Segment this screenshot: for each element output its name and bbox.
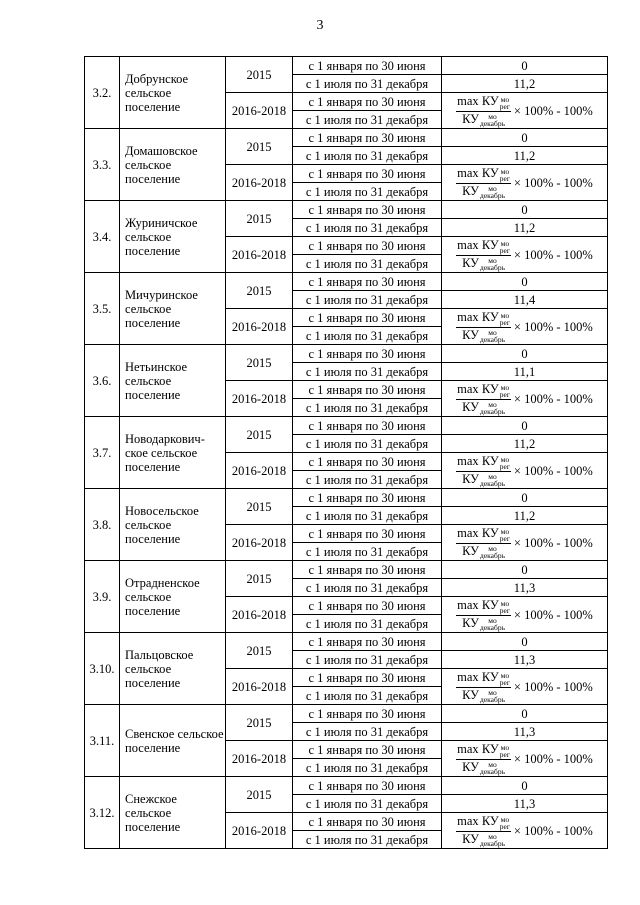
formula-sup: мо: [500, 742, 510, 752]
period-cell: с 1 июля по 31 декабря: [293, 291, 442, 309]
tariff-formula: [456, 527, 593, 558]
value-cell: 11,1: [442, 363, 608, 381]
formula-tail: × 100% - 100%: [513, 104, 593, 118]
formula-tail: × 100% - 100%: [513, 608, 593, 622]
tariff-formula: [456, 815, 593, 846]
formula-sup: мо: [500, 166, 510, 176]
settlement-name: Отрадненское сельское поселение: [120, 561, 226, 633]
formula-sup: мо: [500, 382, 510, 392]
formula-numerator: [456, 527, 511, 543]
year-cell: 2015: [226, 273, 293, 309]
formula-numerator: [456, 599, 511, 615]
formula-max: max: [457, 670, 479, 685]
table-row: [85, 57, 608, 75]
formula-sub: декабрь: [480, 766, 505, 776]
formula-sub: рег: [499, 533, 510, 543]
tariff-table: [84, 56, 608, 849]
period-cell: с 1 июля по 31 декабря: [293, 579, 442, 597]
period-cell: с 1 июля по 31 декабря: [293, 147, 442, 165]
formula-cell: [442, 309, 608, 345]
formula-denominator: [462, 832, 505, 847]
formula-sub: декабрь: [480, 478, 505, 488]
formula-index: [500, 96, 510, 110]
formula-max: max: [457, 526, 479, 541]
period-cell: с 1 января по 30 июня: [293, 561, 442, 579]
formula-denominator: [462, 616, 505, 631]
formula-index: [500, 384, 510, 398]
formula-tail: × 100% - 100%: [513, 680, 593, 694]
formula-ku: КУ: [462, 399, 479, 414]
period-cell: с 1 января по 30 июня: [293, 489, 442, 507]
value-cell: 0: [442, 273, 608, 291]
table-row: [85, 561, 608, 579]
period-cell: с 1 января по 30 июня: [293, 777, 442, 795]
value-cell: 0: [442, 129, 608, 147]
formula-index: [480, 833, 505, 847]
formula-fraction: [456, 383, 511, 414]
table-row: [85, 777, 608, 795]
formula-sup: мо: [488, 687, 497, 697]
formula-tail: × 100% - 100%: [513, 248, 593, 262]
period-cell: с 1 июля по 31 декабря: [293, 723, 442, 741]
table-row: [85, 417, 608, 435]
formula-denominator: [462, 544, 505, 559]
year-cell: 2016-2018: [226, 597, 293, 633]
year-cell: 2016-2018: [226, 165, 293, 201]
formula-tail: × 100% - 100%: [513, 824, 593, 838]
year-cell: 2016-2018: [226, 669, 293, 705]
tariff-formula: [456, 311, 593, 342]
formula-sup: мо: [488, 471, 497, 481]
tariff-formula: [456, 455, 593, 486]
formula-ku: КУ: [462, 255, 479, 270]
year-cell: 2016-2018: [226, 453, 293, 489]
settlement-name: Новодаркович-ское сельское поселение: [120, 417, 226, 489]
period-cell: с 1 июля по 31 декабря: [293, 327, 442, 345]
settlement-name: Снежское сельское поселение: [120, 777, 226, 849]
page-number: 3: [316, 18, 324, 33]
formula-sup: мо: [488, 399, 497, 409]
formula-tail: × 100% - 100%: [513, 176, 593, 190]
tariff-formula: [456, 671, 593, 702]
value-cell: 11,4: [442, 291, 608, 309]
period-cell: с 1 января по 30 июня: [293, 417, 442, 435]
formula-ku: КУ: [462, 543, 479, 558]
period-cell: с 1 июля по 31 декабря: [293, 363, 442, 381]
formula-sub: рег: [499, 821, 510, 831]
tariff-formula: [456, 383, 593, 414]
formula-cell: [442, 381, 608, 417]
settlement-name: Пальцовское сельское поселение: [120, 633, 226, 705]
formula-ku: КУ: [481, 310, 499, 325]
year-cell: 2016-2018: [226, 741, 293, 777]
formula-sup: мо: [488, 327, 497, 337]
formula-index: [480, 401, 505, 415]
formula-sup: мо: [488, 255, 497, 265]
period-cell: с 1 января по 30 июня: [293, 597, 442, 615]
period-cell: с 1 июля по 31 декабря: [293, 831, 442, 849]
period-cell: с 1 июля по 31 декабря: [293, 687, 442, 705]
period-cell: с 1 июля по 31 декабря: [293, 255, 442, 273]
period-cell: с 1 января по 30 июня: [293, 309, 442, 327]
row-number: 3.10.: [85, 633, 120, 705]
year-cell: 2015: [226, 489, 293, 525]
formula-cell: [442, 237, 608, 273]
formula-ku: КУ: [481, 598, 499, 613]
formula-index: [500, 528, 510, 542]
settlement-name: Журиничское сельское поселение: [120, 201, 226, 273]
formula-denominator: [462, 688, 505, 703]
formula-max: max: [457, 814, 479, 829]
tariff-formula: [456, 167, 593, 198]
formula-sub: декабрь: [480, 334, 505, 344]
period-cell: с 1 июля по 31 декабря: [293, 219, 442, 237]
year-cell: 2015: [226, 705, 293, 741]
formula-sup: мо: [500, 94, 510, 104]
formula-numerator: [456, 743, 511, 759]
year-cell: 2015: [226, 129, 293, 165]
formula-sup: мо: [488, 615, 497, 625]
row-number: 3.5.: [85, 273, 120, 345]
formula-sub: рег: [499, 173, 510, 183]
formula-cell: [442, 741, 608, 777]
formula-sub: рег: [499, 101, 510, 111]
period-cell: с 1 июля по 31 декабря: [293, 183, 442, 201]
formula-sup: мо: [488, 183, 497, 193]
formula-ku: КУ: [481, 94, 499, 109]
year-cell: 2015: [226, 777, 293, 813]
value-cell: 0: [442, 561, 608, 579]
tariff-formula: [456, 95, 593, 126]
formula-denominator: [462, 400, 505, 415]
formula-sub: декабрь: [480, 622, 505, 632]
period-cell: с 1 января по 30 июня: [293, 129, 442, 147]
period-cell: с 1 января по 30 июня: [293, 57, 442, 75]
value-cell: 0: [442, 489, 608, 507]
formula-sup: мо: [500, 238, 510, 248]
formula-ku: КУ: [462, 687, 479, 702]
period-cell: с 1 января по 30 июня: [293, 813, 442, 831]
formula-ku: КУ: [481, 526, 499, 541]
period-cell: с 1 января по 30 июня: [293, 345, 442, 363]
formula-denominator: [462, 472, 505, 487]
formula-sup: мо: [500, 598, 510, 608]
row-number: 3.2.: [85, 57, 120, 129]
formula-numerator: [456, 383, 511, 399]
formula-ku: КУ: [462, 471, 479, 486]
formula-numerator: [456, 239, 511, 255]
year-cell: 2016-2018: [226, 381, 293, 417]
formula-denominator: [462, 184, 505, 199]
table-row: [85, 489, 608, 507]
row-number: 3.3.: [85, 129, 120, 201]
formula-sub: рег: [499, 245, 510, 255]
formula-cell: [442, 93, 608, 129]
formula-cell: [442, 597, 608, 633]
formula-denominator: [462, 328, 505, 343]
formula-sub: декабрь: [480, 838, 505, 848]
table-row: [85, 201, 608, 219]
value-cell: 11,3: [442, 579, 608, 597]
year-cell: 2016-2018: [226, 813, 293, 849]
formula-index: [500, 456, 510, 470]
formula-index: [480, 689, 505, 703]
formula-ku: КУ: [481, 382, 499, 397]
formula-fraction: [456, 815, 511, 846]
row-number: 3.9.: [85, 561, 120, 633]
formula-index: [480, 473, 505, 487]
formula-fraction: [456, 95, 511, 126]
formula-sub: рег: [499, 749, 510, 759]
row-number: 3.12.: [85, 777, 120, 849]
formula-sub: рег: [499, 389, 510, 399]
formula-ku: КУ: [462, 183, 479, 198]
period-cell: с 1 января по 30 июня: [293, 273, 442, 291]
period-cell: с 1 января по 30 июня: [293, 453, 442, 471]
formula-sub: декабрь: [480, 262, 505, 272]
year-cell: 2015: [226, 633, 293, 669]
year-cell: 2015: [226, 57, 293, 93]
value-cell: 11,2: [442, 75, 608, 93]
formula-cell: [442, 669, 608, 705]
formula-ku: КУ: [462, 327, 479, 342]
value-cell: 11,2: [442, 435, 608, 453]
formula-index: [480, 545, 505, 559]
period-cell: с 1 января по 30 июня: [293, 381, 442, 399]
settlement-name: Свенское сельское поселение: [120, 705, 226, 777]
formula-ku: КУ: [462, 759, 479, 774]
period-cell: с 1 июля по 31 декабря: [293, 435, 442, 453]
formula-sub: декабрь: [480, 550, 505, 560]
formula-index: [480, 617, 505, 631]
formula-max: max: [457, 382, 479, 397]
formula-sup: мо: [500, 310, 510, 320]
row-number: 3.4.: [85, 201, 120, 273]
period-cell: с 1 июля по 31 декабря: [293, 615, 442, 633]
formula-sub: декабрь: [480, 118, 505, 128]
formula-fraction: [456, 599, 511, 630]
value-cell: 0: [442, 57, 608, 75]
formula-numerator: [456, 455, 511, 471]
formula-index: [480, 113, 505, 127]
formula-numerator: [456, 671, 511, 687]
period-cell: с 1 января по 30 июня: [293, 93, 442, 111]
formula-numerator: [456, 167, 511, 183]
formula-sup: мо: [488, 759, 497, 769]
year-cell: 2015: [226, 201, 293, 237]
formula-sup: мо: [488, 111, 497, 121]
formula-sup: мо: [500, 814, 510, 824]
formula-sup: мо: [488, 831, 497, 841]
formula-sub: рег: [499, 317, 510, 327]
tariff-formula: [456, 599, 593, 630]
formula-tail: × 100% - 100%: [513, 320, 593, 334]
formula-numerator: [456, 311, 511, 327]
year-cell: 2016-2018: [226, 93, 293, 129]
period-cell: с 1 января по 30 июня: [293, 669, 442, 687]
value-cell: 0: [442, 705, 608, 723]
value-cell: 0: [442, 345, 608, 363]
formula-max: max: [457, 238, 479, 253]
formula-sub: декабрь: [480, 694, 505, 704]
settlement-name: Нетьинское сельское поселение: [120, 345, 226, 417]
formula-denominator: [462, 760, 505, 775]
formula-cell: [442, 165, 608, 201]
formula-ku: КУ: [462, 111, 479, 126]
formula-index: [500, 672, 510, 686]
table-row: [85, 345, 608, 363]
formula-max: max: [457, 454, 479, 469]
tariff-formula: [456, 743, 593, 774]
formula-ku: КУ: [481, 454, 499, 469]
formula-index: [480, 329, 505, 343]
year-cell: 2015: [226, 561, 293, 597]
period-cell: с 1 января по 30 июня: [293, 201, 442, 219]
formula-index: [500, 816, 510, 830]
year-cell: 2016-2018: [226, 309, 293, 345]
formula-index: [480, 257, 505, 271]
formula-fraction: [456, 743, 511, 774]
formula-cell: [442, 813, 608, 849]
period-cell: с 1 января по 30 июня: [293, 165, 442, 183]
value-cell: 0: [442, 417, 608, 435]
formula-fraction: [456, 239, 511, 270]
formula-fraction: [456, 527, 511, 558]
year-cell: 2015: [226, 345, 293, 381]
formula-cell: [442, 453, 608, 489]
formula-numerator: [456, 815, 511, 831]
formula-sub: рег: [499, 605, 510, 615]
formula-tail: × 100% - 100%: [513, 752, 593, 766]
period-cell: с 1 июля по 31 декабря: [293, 111, 442, 129]
year-cell: 2016-2018: [226, 237, 293, 273]
formula-fraction: [456, 167, 511, 198]
formula-sup: мо: [500, 526, 510, 536]
formula-sub: декабрь: [480, 406, 505, 416]
formula-max: max: [457, 310, 479, 325]
settlement-name: Добрунское сельское поселение: [120, 57, 226, 129]
formula-fraction: [456, 671, 511, 702]
formula-numerator: [456, 95, 511, 111]
period-cell: с 1 января по 30 июня: [293, 525, 442, 543]
period-cell: с 1 июля по 31 декабря: [293, 759, 442, 777]
formula-ku: КУ: [462, 615, 479, 630]
formula-sub: рег: [499, 461, 510, 471]
row-number: 3.7.: [85, 417, 120, 489]
row-number: 3.8.: [85, 489, 120, 561]
formula-ku: КУ: [481, 238, 499, 253]
table-row: [85, 705, 608, 723]
table-body: [85, 57, 608, 849]
table-row: [85, 633, 608, 651]
formula-tail: × 100% - 100%: [513, 536, 593, 550]
formula-ku: КУ: [481, 166, 499, 181]
period-cell: с 1 июля по 31 декабря: [293, 651, 442, 669]
formula-ku: КУ: [481, 742, 499, 757]
value-cell: 11,2: [442, 507, 608, 525]
formula-fraction: [456, 455, 511, 486]
formula-index: [500, 312, 510, 326]
formula-max: max: [457, 742, 479, 757]
settlement-name: Мичуринское сельское поселение: [120, 273, 226, 345]
value-cell: 11,2: [442, 147, 608, 165]
settlement-name: Новосельское сельское поселение: [120, 489, 226, 561]
table-row: [85, 273, 608, 291]
formula-index: [500, 168, 510, 182]
formula-ku: КУ: [462, 831, 479, 846]
period-cell: с 1 июля по 31 декабря: [293, 399, 442, 417]
formula-denominator: [462, 256, 505, 271]
period-cell: с 1 июля по 31 декабря: [293, 795, 442, 813]
value-cell: 11,2: [442, 219, 608, 237]
year-cell: 2015: [226, 417, 293, 453]
value-cell: 0: [442, 777, 608, 795]
period-cell: с 1 июля по 31 декабря: [293, 543, 442, 561]
row-number: 3.11.: [85, 705, 120, 777]
formula-sup: мо: [500, 454, 510, 464]
period-cell: с 1 января по 30 июня: [293, 633, 442, 651]
period-cell: с 1 января по 30 июня: [293, 705, 442, 723]
formula-tail: × 100% - 100%: [513, 464, 593, 478]
formula-denominator: [462, 112, 505, 127]
period-cell: с 1 января по 30 июня: [293, 741, 442, 759]
formula-max: max: [457, 94, 479, 109]
value-cell: 11,3: [442, 651, 608, 669]
year-cell: 2016-2018: [226, 525, 293, 561]
formula-index: [500, 240, 510, 254]
formula-sup: мо: [488, 543, 497, 553]
formula-max: max: [457, 166, 479, 181]
formula-index: [500, 600, 510, 614]
formula-max: max: [457, 598, 479, 613]
value-cell: 0: [442, 201, 608, 219]
value-cell: 11,3: [442, 795, 608, 813]
tariff-formula: [456, 239, 593, 270]
formula-index: [480, 185, 505, 199]
formula-sub: рег: [499, 677, 510, 687]
period-cell: с 1 июля по 31 декабря: [293, 507, 442, 525]
table-row: [85, 129, 608, 147]
formula-cell: [442, 525, 608, 561]
value-cell: 0: [442, 633, 608, 651]
formula-tail: × 100% - 100%: [513, 392, 593, 406]
row-number: 3.6.: [85, 345, 120, 417]
settlement-name: Домашовское сельское поселение: [120, 129, 226, 201]
period-cell: с 1 января по 30 июня: [293, 237, 442, 255]
value-cell: 11,3: [442, 723, 608, 741]
formula-ku: КУ: [481, 814, 499, 829]
formula-sup: мо: [500, 670, 510, 680]
period-cell: с 1 июля по 31 декабря: [293, 75, 442, 93]
formula-index: [480, 761, 505, 775]
period-cell: с 1 июля по 31 декабря: [293, 471, 442, 489]
formula-fraction: [456, 311, 511, 342]
formula-sub: декабрь: [480, 190, 505, 200]
formula-index: [500, 744, 510, 758]
formula-ku: КУ: [481, 670, 499, 685]
